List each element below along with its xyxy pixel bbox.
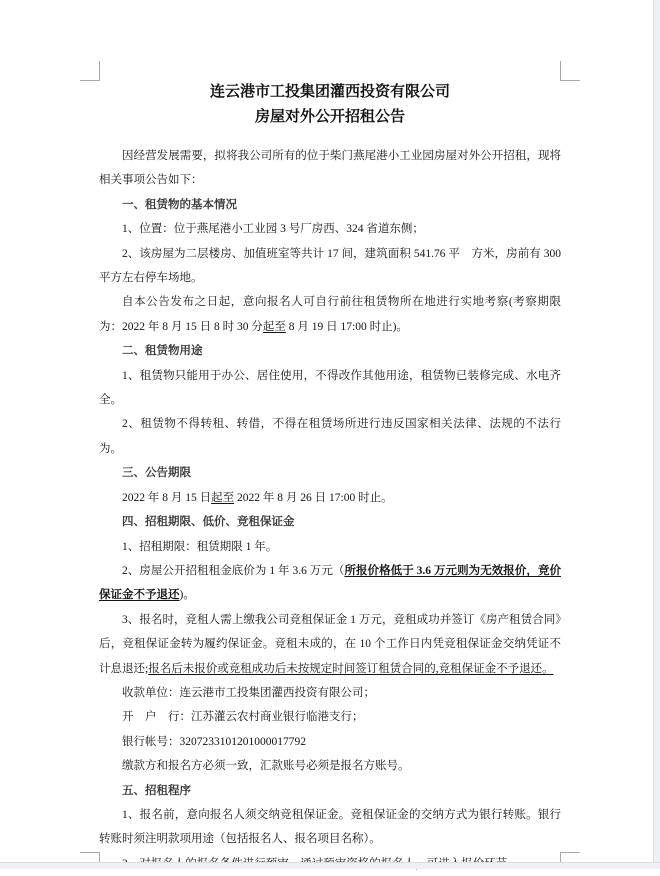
survey-underlined-text: 起至 — [262, 320, 286, 333]
notice-date-underlined: 起至 — [211, 491, 235, 504]
survey-text-end: 8 月 19 日 17:00 时止)。 — [285, 320, 408, 333]
section1-item-location: 1、位置：位于燕尾港小工业园 3 号厂房西、324 省道东侧； — [122, 223, 424, 236]
crop-mark-top-left — [80, 61, 100, 81]
section4-item-baseprice — [99, 559, 561, 608]
bank-line: 开 户 行：江苏灌云农村商业银行临港支行； — [122, 711, 364, 724]
document-title-line2: 房屋对外公开招租公告 — [254, 109, 405, 125]
notice-date-start: 2022 年 8 月 15 日 — [122, 491, 212, 504]
section5-heading: 五、招租程序 — [122, 784, 191, 797]
section4-heading: 四、招租期限、低价、竞租保证金 — [122, 516, 295, 529]
section4-item-deposit — [99, 608, 561, 681]
section2-item-usage: 1、租赁物只能用于办公、居住使用，不得改作其他用途，租赁物已装修完成、水电齐全。 — [99, 369, 561, 407]
document-title-line1: 连云港市工投集团灌西投资有限公司 — [209, 84, 450, 100]
payment-note-line: 缴款方和报名方必须一致，汇款账号必须是报名方账号。 — [122, 760, 410, 773]
baseprice-emphasis-text: 所报价格低于 3.6 万元则为无效报价，竞价保证金不予退还 — [99, 564, 561, 602]
document-content[interactable] — [99, 80, 561, 876]
crop-mark-top-right — [560, 61, 580, 81]
notice-date-end: 2022 年 8 月 26 日 17:00 时止。 — [234, 491, 393, 504]
section2-heading: 二、租赁物用途 — [122, 345, 203, 358]
baseprice-text-start: 2、房屋公开招租租金底价为 1 年 3.6 万元（ — [122, 564, 345, 577]
baseprice-text-end: )。 — [179, 589, 195, 602]
section3-heading: 三、公告期限 — [122, 467, 191, 480]
section4-item-term: 1、招租期限：租赁期限 1 年。 — [122, 540, 278, 553]
section1-item-building: 2、该房屋为二层楼房、加值班室等共计 17 间，建筑面积 541.76 平 方米，房前有 300 平方左右停车场地。 — [99, 247, 561, 285]
payee-line: 收款单位：连云港市工投集团灌西投资有限公司； — [122, 686, 375, 699]
section1-survey-paragraph — [99, 290, 561, 339]
section3-date-paragraph — [99, 486, 561, 510]
page-right-edge — [653, 0, 660, 869]
section2-item-restriction: 2、租赁物不得转租、转借，不得在租赁场所进行违反国家相关法律、法规的不法行为。 — [99, 418, 561, 455]
section1-heading: 一、租赁物的基本情况 — [122, 198, 237, 211]
deposit-text-start: 3、报名时，竞租人需上缴我公司竞租保证金 1 万元，竞租成功并签订《房产租赁合同》后，竞租保证金转为履约保证金。竞租未成的，在 10 个工作日内凭竞租保证金交纳凭证不计息退还; — [99, 613, 561, 675]
page-bottom-edge — [0, 862, 660, 869]
intro-paragraph: 因经营发展需要，拟将我公司所有的位于柴门燕尾港小工业园房屋对外公开招租，现将相关事项公告如下： — [99, 150, 561, 187]
survey-text-start: 自本公告发布之日起，意向报名人可自行前往租赁物所在地进行实地考察(考察期限为：2022 年 8 月 15 日 8 时 30 分 — [99, 296, 561, 333]
section5-item-registration: 1、报名前，意向报名人须交纳竞租保证金。竞租保证金的交纳方式为银行转账。银行转账时须注明款项用途（包括报名人、报名项目名称）。 — [99, 808, 561, 846]
deposit-underlined-text: 报名后未报价或竞租成功后未按规定时间签订租赁合同的,竞租保证金不予退还。 — [148, 662, 554, 675]
account-number-line: 银行帐号：3207233101201000017792 — [122, 735, 306, 748]
